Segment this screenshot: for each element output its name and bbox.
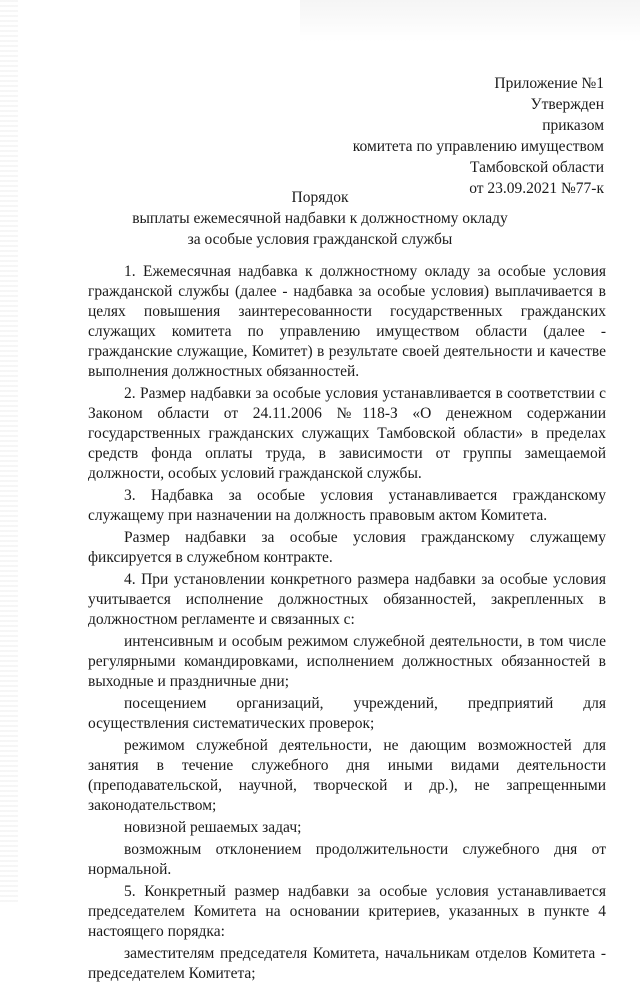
approval-line: от 23.09.2021 №77-к (469, 180, 604, 197)
approval-line: Приложение №1 (494, 75, 604, 92)
paragraph: интенсивным и особым режимом служебной деятельности, в том числе регулярными командировками, исполнением должностных обязанностей в выходные и праздничные дни; (88, 633, 606, 690)
approval-line: приказом (542, 117, 604, 134)
approval-line: комитета по управлению имуществом (352, 138, 604, 155)
scan-edge-noise (0, 0, 18, 905)
paragraph: заместителям председателя Комитета, начальникам отделов Комитета - председателем Комитета; (88, 945, 606, 982)
title-line: выплаты ежемесячной надбавки к должностному окладу (132, 210, 508, 227)
paragraph: возможным отклонением продолжительности служебного дня от нормальной. (88, 841, 606, 878)
title-line: за особые условия гражданской службы (187, 231, 453, 248)
approval-line: Утвержден (530, 96, 604, 113)
paragraph: посещением организаций, учреждений, предприятий для осуществления систематических проверок; (88, 695, 606, 732)
paragraph: режимом служебной деятельности, не дающим возможностей для занятия в течение служебного дня иными видами деятельности (преподавательской, научной, творческой и др.), не запрещенными законодательством; (88, 737, 606, 814)
approval-line: Тамбовской области (470, 159, 604, 176)
paragraph: новизной решаемых задач; (124, 819, 302, 836)
paragraph: 4. При установлении конкретного размера надбавки за особые условия учитывается исполнение должностных обязанностей, закрепленных в должностном регламенте и связанных с: (88, 571, 606, 628)
paragraph: 3. Надбавка за особые условия устанавливается гражданскому служащему при назначении на должность правовым актом Комитета. (88, 487, 606, 524)
title-line: Порядок (291, 189, 349, 206)
scan-top-noise (300, 0, 640, 42)
paragraph: 1. Ежемесячная надбавка к должностному окладу за особые условия гражданской службы (далее - надбавка за особые условия) выплачивается в целях повышения заинтересованности государственных гражданских служащих комитета по управлению имуществом области (далее - гражданские служащие, Комитет) в результате своей деятельности и качестве выполнения должностных обязанностей. (88, 263, 606, 380)
document-title (0, 187, 640, 250)
approval-stamp-block (353, 73, 604, 199)
paragraph: 5. Конкретный размер надбавки за особые условия устанавливается председателем Комитета на основании критериев, указанных в пункте 4 настоящего порядка: (88, 883, 606, 940)
paragraph: Размер надбавки за особые условия гражданскому служащему фиксируется в служебном контракте. (88, 529, 606, 566)
paragraph: 2. Размер надбавки за особые условия устанавливается в соответствии с Законом области от 24.11.2006 №118-З «О денежном содержании государственных гражданских служащих Тамбовской области» в пределах средств фонда оплаты труда, в зависимости от группы замещаемой должности, особых условий гражданской службы. (88, 385, 606, 482)
document-body (88, 262, 606, 984)
